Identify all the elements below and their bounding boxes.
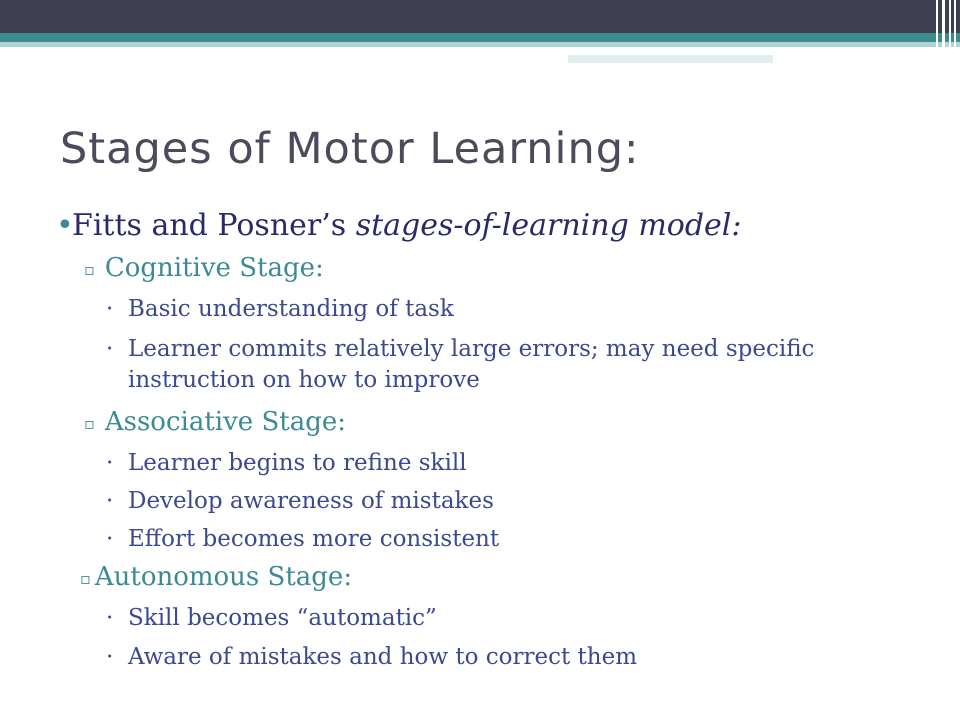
list-item [106,642,846,673]
stage-marker: ▫ [84,413,95,433]
list-item [106,448,846,479]
list-item [106,294,846,325]
intro-text-italic: stages-of-learning model: [355,208,742,243]
point-text: Basic understanding of task [128,296,454,322]
point-text: Skill becomes “automatic” [128,605,437,631]
list-item [106,334,846,396]
intro-bullet [56,208,742,243]
point-text: Develop awareness of mistakes [128,488,494,514]
stage-heading-text: Cognitive Stage: [104,253,324,283]
stage-heading-text: Autonomous Stage: [94,562,353,592]
point-text: Learner commits relatively large errors; may need specific instruction on how to improve [128,336,815,393]
point-text: Aware of mistakes and how to correct them [128,644,638,670]
intro-text: Fitts and Posner’s [72,208,356,243]
point-marker: · [106,488,114,514]
point-text: Effort becomes more consistent [128,526,500,552]
stage-heading-text: Associative Stage: [104,407,346,437]
slide-title: Stages of Motor Learning: [60,124,640,174]
stage-heading-associative [84,407,346,437]
point-marker: · [106,644,114,670]
point-marker: · [106,526,114,552]
list-item [106,486,846,517]
stage-heading-cognitive [84,253,324,283]
point-marker: · [106,605,114,631]
bullet-dot: • [56,208,74,243]
stage-marker: ▫ [80,568,91,588]
stage-heading-autonomous [80,562,352,592]
list-item [106,524,846,555]
stage-marker: ▫ [84,259,95,279]
point-marker: · [106,336,114,362]
point-text: Learner begins to refine skill [128,450,467,476]
list-item [106,603,846,634]
point-marker: · [106,450,114,476]
point-marker: · [106,296,114,322]
